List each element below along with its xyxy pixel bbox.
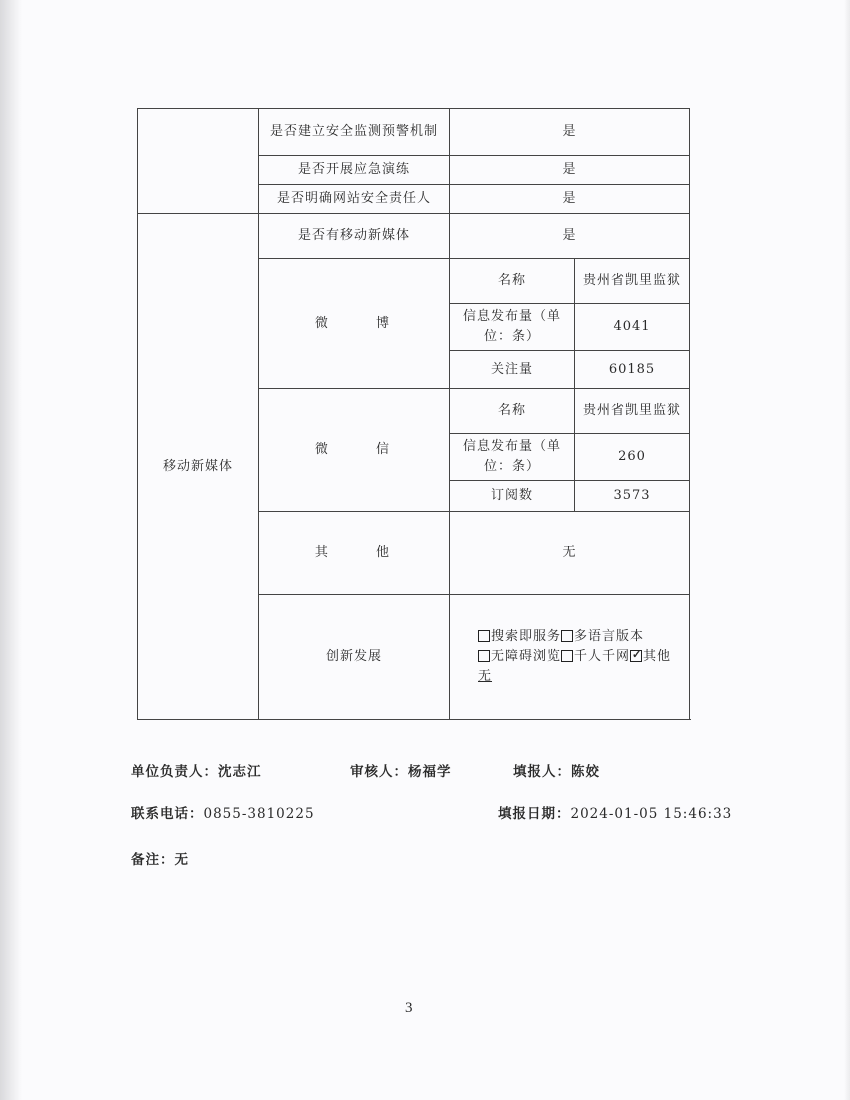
drill-value: 是 [450, 156, 690, 185]
blank-category-cell [138, 109, 259, 214]
wechat-posts-value: 260 [575, 434, 690, 481]
option-label: 无障碍浏览 [491, 649, 562, 664]
weibo-posts-label: 信息发布量（单位：条） [450, 304, 575, 351]
date-label: 填报日期： [498, 806, 571, 822]
weibo-label: 微 博 [259, 259, 450, 389]
option-label: 其他 [643, 649, 672, 664]
wechat-posts-label: 信息发布量（单位：条） [450, 434, 575, 481]
other-label: 其 他 [259, 512, 450, 595]
reviewer [350, 760, 452, 780]
reviewer-value: 杨福学 [408, 764, 452, 780]
option-accessibility[interactable] [478, 649, 561, 664]
weibo-name-value: 贵州省凯里监狱 [575, 259, 690, 304]
phone-value: 0855-3810225 [203, 806, 315, 822]
unit-head [131, 760, 262, 780]
drill-label: 是否开展应急演练 [259, 156, 450, 185]
weibo-name-label: 名称 [450, 259, 575, 304]
filler-value: 陈姣 [571, 764, 600, 780]
remark-label: 备注： [131, 852, 175, 868]
monitoring-label: 是否建立安全监测预警机制 [259, 109, 450, 156]
innovation-options [450, 595, 690, 720]
fill-date [498, 802, 732, 822]
option-label: 搜索即服务 [491, 629, 562, 644]
phone-label: 联系电话： [131, 806, 204, 822]
table-row [138, 214, 690, 259]
checkbox-other-checked[interactable] [630, 650, 642, 662]
option-label: 千人千网 [574, 649, 631, 664]
innovation-label: 创新发展 [259, 595, 450, 720]
weibo-followers-label: 关注量 [450, 351, 575, 389]
weibo-followers-value: 60185 [575, 351, 690, 389]
other-specify-text: 无 [478, 669, 493, 684]
mobile-media-label: 移动新媒体 [138, 214, 259, 720]
weibo-posts-value: 4041 [575, 304, 690, 351]
option-label: 多语言版本 [574, 629, 645, 644]
unit-head-value: 沈志江 [218, 764, 262, 780]
contact-phone [131, 802, 315, 822]
filler-label: 填报人： [513, 764, 571, 780]
wechat-subscribers-value: 3573 [575, 481, 690, 512]
unit-head-label: 单位负责人： [131, 764, 218, 780]
option-other[interactable] [630, 649, 671, 664]
checkbox-personalized[interactable] [561, 650, 573, 662]
checkbox-multilingual[interactable] [561, 630, 573, 642]
reviewer-label: 审核人： [350, 764, 408, 780]
option-personalized[interactable] [561, 649, 630, 664]
checkbox-search-service[interactable] [478, 630, 490, 642]
checkbox-accessibility[interactable] [478, 650, 490, 662]
report-table [137, 108, 690, 720]
filler [513, 760, 600, 780]
remark-value: 无 [174, 852, 189, 868]
date-value: 2024-01-05 15:46:33 [570, 806, 733, 822]
other-value: 无 [450, 512, 690, 595]
has-mobile-value: 是 [450, 214, 690, 259]
wechat-subscribers-label: 订阅数 [450, 481, 575, 512]
scan-left-edge [0, 0, 22, 1100]
wechat-label: 微 信 [259, 389, 450, 512]
option-multilingual[interactable] [561, 629, 644, 644]
remark [131, 848, 189, 868]
responsible-label: 是否明确网站安全责任人 [259, 185, 450, 214]
scan-right-edge [844, 0, 850, 1100]
wechat-name-value: 贵州省凯里监狱 [575, 389, 690, 434]
responsible-value: 是 [450, 185, 690, 214]
option-search-service[interactable] [478, 629, 561, 644]
check-mark-icon: ✓ [632, 648, 642, 661]
table-row [138, 109, 690, 156]
wechat-name-label: 名称 [450, 389, 575, 434]
monitoring-value: 是 [450, 109, 690, 156]
page-number: 3 [405, 1000, 413, 1016]
has-mobile-label: 是否有移动新媒体 [259, 214, 450, 259]
